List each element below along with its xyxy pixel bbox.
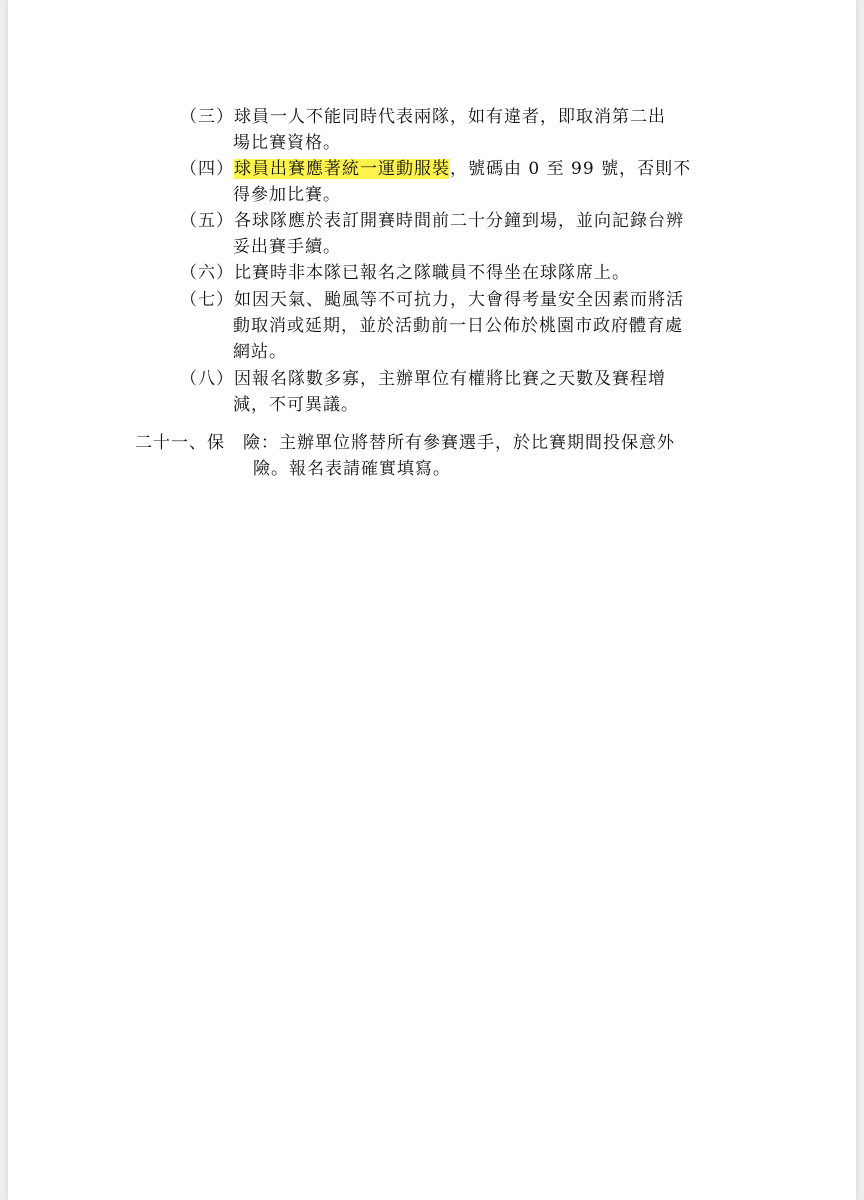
rule-item-4	[180, 156, 691, 182]
rule-text: 球員一人不能同時代表兩隊，如有違者，即取消第二出	[234, 107, 666, 127]
rule-text-continued: 場比賽資格。	[233, 133, 341, 153]
clause-text-continued: 險。報名表請確實填寫。	[253, 459, 451, 479]
rule-text-continued: 妥出賽手續。	[233, 237, 341, 257]
clause-text: 主辦單位將替所有參賽選手，於比賽期間投保意外	[279, 433, 675, 453]
rule-text: ，號碼由 0 至 99 號，否則不	[450, 159, 692, 179]
rule-text-continued: 減，不可異議。	[233, 395, 359, 415]
rule-item-8	[180, 366, 666, 392]
rule-label: （六）	[180, 263, 234, 283]
rule-text-continued: 動取消或延期，並於活動前一日公佈於桃園市政府體育處	[233, 316, 683, 336]
insurance-clause	[135, 430, 675, 456]
rule-label: （七）	[180, 290, 234, 310]
rule-label: （八）	[180, 369, 234, 389]
rule-item-7	[180, 287, 684, 313]
rule-text: 因報名隊數多寡，主辦單位有權將比賽之天數及賽程增	[234, 369, 666, 389]
rule-label: （四）	[180, 159, 234, 179]
rule-text-continued: 網站。	[233, 342, 287, 362]
rule-text: 如因天氣、颱風等不可抗力，大會得考量安全因素而將活	[234, 290, 684, 310]
rule-label: （五）	[180, 211, 234, 231]
clause-label: 二十一、保 險：	[135, 433, 279, 453]
rule-label: （三）	[180, 107, 234, 127]
rule-text-continued: 得參加比賽。	[233, 185, 341, 205]
rule-item-3	[180, 104, 666, 130]
rule-text: 各球隊應於表訂開賽時間前二十分鐘到場，並向記錄台辨	[234, 211, 684, 231]
rule-text: 比賽時非本隊已報名之隊職員不得坐在球隊席上。	[234, 263, 630, 283]
rule-item-5	[180, 208, 684, 234]
document-page	[8, 0, 856, 1200]
highlighted-text: 球員出賽應著統一運動服裝	[234, 159, 450, 179]
rule-item-6	[180, 260, 630, 286]
